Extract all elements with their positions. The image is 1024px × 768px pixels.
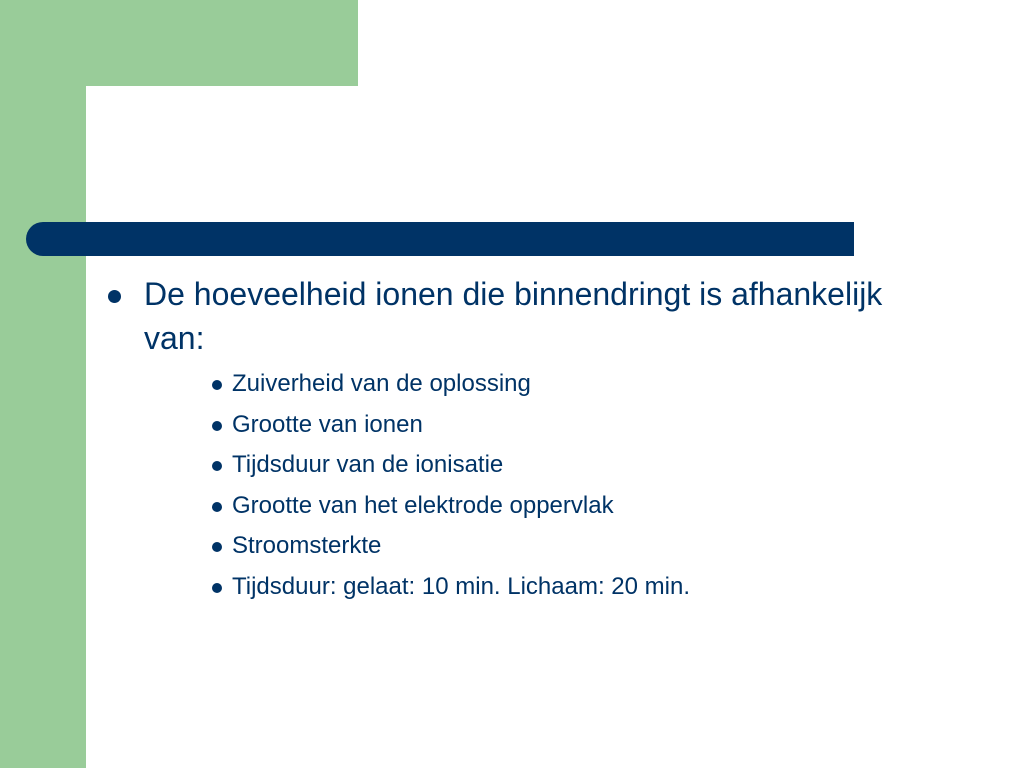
bullet-dot-icon bbox=[212, 380, 222, 390]
bullet-dot-icon bbox=[212, 502, 222, 512]
main-bullet-text: De hoeveelheid ionen die binnendringt is afhankelijk van: bbox=[144, 276, 883, 356]
bullet-dot-icon bbox=[212, 583, 222, 593]
sub-bullet-item bbox=[208, 526, 904, 567]
green-top-band bbox=[0, 0, 358, 86]
sub-bullet-item bbox=[208, 364, 904, 405]
sub-bullet-item bbox=[208, 405, 904, 446]
sub-bullet-text: Stroomsterkte bbox=[232, 532, 382, 559]
sub-bullet-item bbox=[208, 486, 904, 527]
sub-bullet-text: Zuiverheid van de oplossing bbox=[232, 370, 531, 397]
bullet-dot-icon bbox=[108, 290, 121, 303]
sub-bullet-list bbox=[104, 364, 904, 607]
sub-bullet-text: Tijdsduur van de ionisatie bbox=[232, 451, 504, 478]
sub-bullet-item bbox=[208, 445, 904, 486]
sub-bullet-text: Grootte van ionen bbox=[232, 410, 423, 438]
bullet-dot-icon bbox=[212, 542, 222, 552]
green-side-band bbox=[0, 0, 86, 768]
main-bullet-item bbox=[104, 272, 904, 360]
sub-bullet-item bbox=[208, 567, 904, 608]
title-bar bbox=[26, 222, 854, 256]
sub-bullet-text: Tijdsduur: gelaat: 10 min. Lichaam: 20 min. bbox=[232, 572, 691, 600]
bullet-content bbox=[104, 272, 904, 607]
rounded-content-corner bbox=[86, 86, 206, 206]
sub-bullet-text: Grootte van het elektrode oppervlak bbox=[232, 491, 614, 519]
bullet-dot-icon bbox=[212, 461, 222, 471]
bullet-dot-icon bbox=[212, 421, 222, 431]
